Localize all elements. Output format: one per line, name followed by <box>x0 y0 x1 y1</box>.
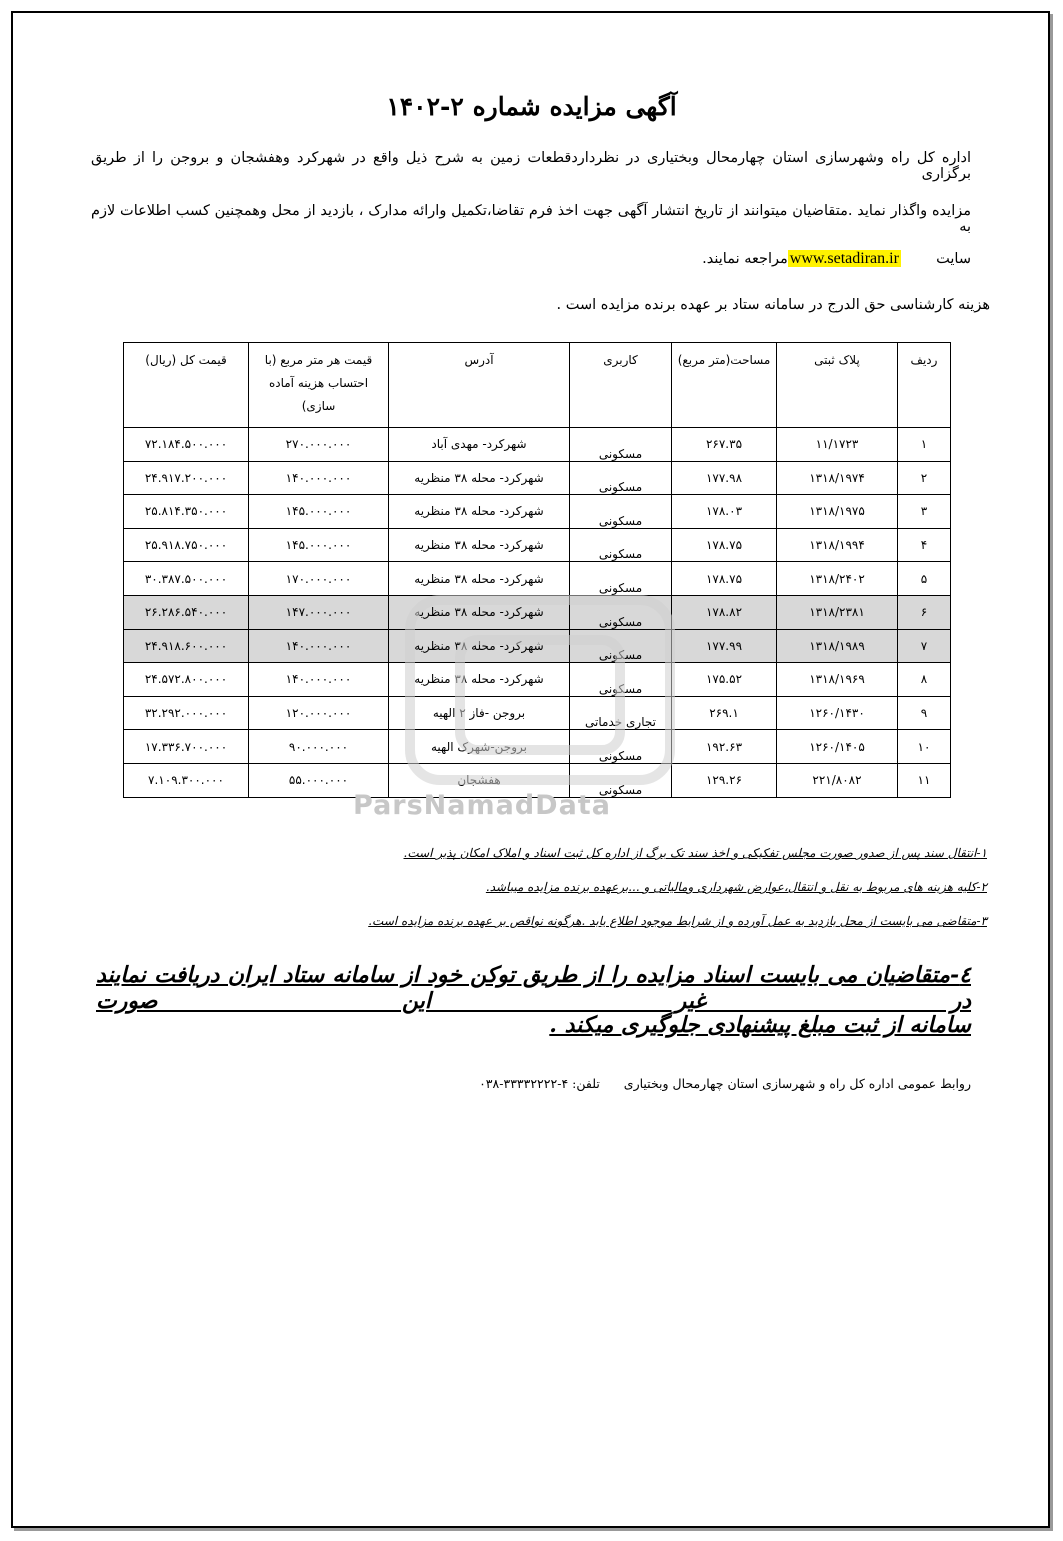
header-row-number: ردیف <box>898 343 951 428</box>
cell-unit-price: ۹۰.۰۰۰.۰۰۰ <box>249 730 389 764</box>
cell-row-number: ۱۱ <box>898 763 951 797</box>
header-total-price: قیمت کل (ریال) <box>124 343 249 428</box>
notice-4-line-2: سامانه از ثبت مبلغ پیشنهادی جلوگیری میکند . <box>549 1012 971 1038</box>
cell-plaque: ۱۳۱۸/۱۹۶۹ <box>777 663 898 697</box>
header-area: مساحت(متر مربع) <box>672 343 777 428</box>
table-row <box>124 428 951 462</box>
cell-usage: مسکونی <box>570 763 672 797</box>
cell-area: ۱۷۷.۹۸ <box>672 461 777 495</box>
intro-line-1: اداره کل راه وشهرسازی استان چهارمحال وبختیاری در نظرداردقطعات زمین به شرح ذیل واقع در شهرکرد وهفشجان و بروجن را از طریق برگزاری <box>91 150 971 182</box>
table-row <box>124 663 951 697</box>
table-row <box>124 528 951 562</box>
cell-total-price: ۲۵.۸۱۴.۳۵۰.۰۰۰ <box>124 495 249 529</box>
table-row <box>124 562 951 596</box>
fee-note: هزینه کارشناسی حق الدرج در سامانه ستاد بر عهده برنده مزایده است . <box>556 297 990 313</box>
notice-4-line-1: ٤-متقاضیان می بایست اسناد مزایده را از طریق توکن خود از سامانه ستاد ایران دریافت نمایند در غیر این صورت <box>96 962 971 1014</box>
cell-plaque: ۱۲۶۰/۱۴۳۰ <box>777 696 898 730</box>
cell-address: هفشجان <box>389 763 570 797</box>
table-row <box>124 461 951 495</box>
cell-address: شهرکرد- محله ۳۸ منظریه <box>389 663 570 697</box>
cell-plaque: ۱۳۱۸/۱۹۷۴ <box>777 461 898 495</box>
cell-area: ۲۶۹.۱ <box>672 696 777 730</box>
table-row <box>124 696 951 730</box>
auction-table <box>123 342 951 798</box>
table-row <box>124 629 951 663</box>
cell-row-number: ۲ <box>898 461 951 495</box>
cell-area: ۲۶۷.۳۵ <box>672 428 777 462</box>
cell-plaque: ۱۳۱۸/۲۳۸۱ <box>777 595 898 629</box>
cell-row-number: ۹ <box>898 696 951 730</box>
cell-usage: مسکونی <box>570 495 672 529</box>
cell-area: ۱۷۷.۹۹ <box>672 629 777 663</box>
cell-usage: مسکونی <box>570 730 672 764</box>
cell-unit-price: ۱۴۰.۰۰۰.۰۰۰ <box>249 663 389 697</box>
header-usage: کاربری <box>570 343 672 428</box>
cell-unit-price: ۱۴۷.۰۰۰.۰۰۰ <box>249 595 389 629</box>
cell-area: ۱۷۸.۷۵ <box>672 528 777 562</box>
intro-line-2: مزایده واگذار نماید .متقاضیان میتوانند از تاریخ انتشار آگهی جهت اخذ فرم تقاضا،تکمیل وارائه مدارک ، بازدید از محل وهمچنین کسب اطلاعات لازم به <box>91 203 971 235</box>
cell-row-number: ۳ <box>898 495 951 529</box>
cell-address: شهرکرد- محله ۳۸ منظریه <box>389 562 570 596</box>
cell-usage: مسکونی <box>570 461 672 495</box>
cell-unit-price: ۱۴۵.۰۰۰.۰۰۰ <box>249 528 389 562</box>
cell-area: ۱۹۲.۶۳ <box>672 730 777 764</box>
site-label: سایت <box>936 251 971 267</box>
table-header-row <box>124 343 951 428</box>
cell-usage: مسکونی <box>570 595 672 629</box>
cell-unit-price: ۱۴۰.۰۰۰.۰۰۰ <box>249 629 389 663</box>
cell-plaque: ۱۳۱۸/۲۴۰۲ <box>777 562 898 596</box>
cell-usage: مسکونی <box>570 629 672 663</box>
cell-usage: مسکونی <box>570 562 672 596</box>
cell-total-price: ۲۵.۹۱۸.۷۵۰.۰۰۰ <box>124 528 249 562</box>
cell-row-number: ۴ <box>898 528 951 562</box>
cell-usage: مسکونی <box>570 528 672 562</box>
footer-phone-label: تلفن: <box>572 1076 600 1091</box>
cell-plaque: ۲۲۱/۸۰۸۲ <box>777 763 898 797</box>
cell-address: شهرکرد- محله ۳۸ منظریه <box>389 595 570 629</box>
cell-address: شهرکرد- محله ۳۸ منظریه <box>389 495 570 529</box>
cell-area: ۱۷۵.۵۲ <box>672 663 777 697</box>
footnote-2: ۲-کلیه هزینه های مربوط به نقل و انتقال،عوارض شهرداری ومالیاتی و ...برعهده برنده مزایده میباشد. <box>485 880 987 894</box>
cell-unit-price: ۱۲۰.۰۰۰.۰۰۰ <box>249 696 389 730</box>
page-title: آگهی مزایده شماره ۲-۱۴۰۲ <box>386 92 677 121</box>
cell-plaque: ۱۳۱۸/۱۹۷۵ <box>777 495 898 529</box>
cell-plaque: ۱۳۱۸/۱۹۸۹ <box>777 629 898 663</box>
cell-row-number: ۷ <box>898 629 951 663</box>
cell-area: ۱۲۹.۲۶ <box>672 763 777 797</box>
footnote-1: ۱-انتقال سند پس از صدور صورت مجلس تفکیکی و اخذ سند تک برگ از اداره کل ثبت اسناد و املاک امکان پذیر است. <box>403 846 987 860</box>
watermark-text: ParsNamadData <box>353 790 611 821</box>
cell-row-number: ۶ <box>898 595 951 629</box>
cell-address: بروجن -فاز ۲ الهیه <box>389 696 570 730</box>
cell-area: ۱۷۸.۷۵ <box>672 562 777 596</box>
cell-usage: مسکونی <box>570 663 672 697</box>
cell-usage: مسکونی <box>570 428 672 462</box>
header-plaque: پلاک ثبتی <box>777 343 898 428</box>
header-unit-price: قیمت هر متر مربع (با احتساب هزینه آماده سازی) <box>249 343 389 428</box>
cell-total-price: ۱۷.۳۳۶.۷۰۰.۰۰۰ <box>124 730 249 764</box>
cell-row-number: ۵ <box>898 562 951 596</box>
site-url[interactable]: www.setadiran.ir <box>789 250 899 267</box>
cell-address: شهرکرد- محله ۳۸ منظریه <box>389 461 570 495</box>
footer-phone: ۴-۳۳۳۳۲۲۲۲-۰۳۸ <box>479 1076 569 1091</box>
cell-total-price: ۲۴.۵۷۲.۸۰۰.۰۰۰ <box>124 663 249 697</box>
footnote-3: ۳-متقاضی می بایست از محل بازدید به عمل آورده و از شرایط موجود اطلاع یابد .هرگونه نواقص بر عهده برنده مزایده است. <box>368 914 987 928</box>
footer-contact <box>479 1076 971 1091</box>
cell-plaque: ۱۲۶۰/۱۴۰۵ <box>777 730 898 764</box>
cell-total-price: ۳۲.۲۹۲.۰۰۰.۰۰۰ <box>124 696 249 730</box>
site-tail: مراجعه نمایند. <box>702 251 788 267</box>
cell-area: ۱۷۸.۸۲ <box>672 595 777 629</box>
cell-address: شهرکرد- محله ۳۸ منظریه <box>389 629 570 663</box>
cell-row-number: ۱۰ <box>898 730 951 764</box>
table-row <box>124 595 951 629</box>
footer-org: روابط عمومی اداره کل راه و شهرسازی استان چهارمحال وبختیاری <box>623 1076 971 1091</box>
cell-address: بروجن-شهرک الهیه <box>389 730 570 764</box>
cell-row-number: ۸ <box>898 663 951 697</box>
table-row <box>124 730 951 764</box>
cell-total-price: ۷.۱۰۹.۳۰۰.۰۰۰ <box>124 763 249 797</box>
cell-unit-price: ۱۴۰.۰۰۰.۰۰۰ <box>249 461 389 495</box>
intro-line-3 <box>702 250 971 268</box>
cell-address: شهرکرد- محله ۳۸ منظریه <box>389 528 570 562</box>
cell-unit-price: ۲۷۰.۰۰۰.۰۰۰ <box>249 428 389 462</box>
cell-total-price: ۷۲.۱۸۴.۵۰۰.۰۰۰ <box>124 428 249 462</box>
table-row <box>124 495 951 529</box>
cell-total-price: ۲۴.۹۱۷.۲۰۰.۰۰۰ <box>124 461 249 495</box>
cell-plaque: ۱۳۱۸/۱۹۹۴ <box>777 528 898 562</box>
cell-total-price: ۲۶.۲۸۶.۵۴۰.۰۰۰ <box>124 595 249 629</box>
cell-unit-price: ۵۵.۰۰۰.۰۰۰ <box>249 763 389 797</box>
cell-plaque: ۱۱/۱۷۲۳ <box>777 428 898 462</box>
cell-total-price: ۲۴.۹۱۸.۶۰۰.۰۰۰ <box>124 629 249 663</box>
cell-total-price: ۳۰.۳۸۷.۵۰۰.۰۰۰ <box>124 562 249 596</box>
header-address: آدرس <box>389 343 570 428</box>
cell-usage: تجاری خدماتی <box>570 696 672 730</box>
cell-unit-price: ۱۷۰.۰۰۰.۰۰۰ <box>249 562 389 596</box>
cell-row-number: ۱ <box>898 428 951 462</box>
cell-area: ۱۷۸.۰۳ <box>672 495 777 529</box>
cell-address: شهرکرد- مهدی آباد <box>389 428 570 462</box>
cell-unit-price: ۱۴۵.۰۰۰.۰۰۰ <box>249 495 389 529</box>
